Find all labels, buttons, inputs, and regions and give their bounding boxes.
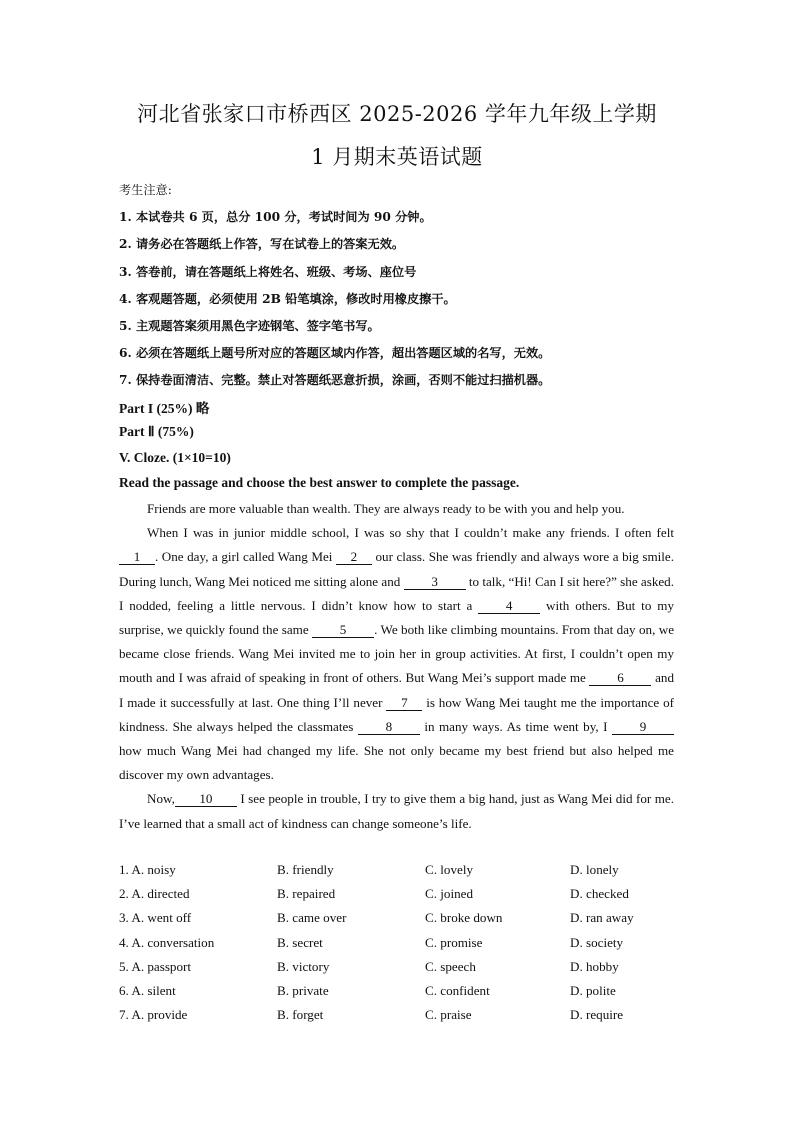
option-d: D. require [570, 1007, 624, 1023]
option-d: D. hobby [570, 958, 619, 974]
option-row [119, 860, 679, 884]
option-b: B. friendly [277, 862, 334, 877]
option-b: B. private [277, 982, 329, 998]
option-a: 1. A. noisy [119, 862, 176, 877]
option-d: D. checked [570, 886, 629, 902]
option-d: D. society [570, 934, 624, 950]
exam-title: 河北省张家口市桥西区 2025-2026 学年九年级上学期 [137, 102, 657, 126]
option-d: D. ran away [570, 910, 634, 926]
blank-4: 4 [478, 599, 540, 614]
option-row [119, 981, 679, 1005]
part1-heading: Part I (25%) 略 [119, 401, 210, 416]
blank-3: 3 [404, 575, 466, 590]
cloze-passage [119, 497, 674, 836]
exam-notes [119, 180, 679, 398]
option-d: D. polite [570, 982, 616, 998]
passage-paragraph-2: When I was in junior middle school, I was so shy that I couldn’t make any friends. I often felt 1 . One day, a girl called Wang Mei 2 our class. She was friendly and always wore a big smile. During lunch, Wang Mei noticed me sitting alone and 3 to talk, “Hi! Can I sit here?” she asked. I nodded, feeling a little nervous. I didn’t know how to start a 4 with others. But to my surprise, we quickly found the same 5 . We both like climbing mountains. From that day on, we became close friends. Wang Mei invited me to join her in group activities. At first, I couldn’t open my mouth and I was afraid of speaking in front of others. But Wang Mei’s support made me 6 and I made it successfully at last. One thing I’ll never 7 is how Wang Mei taught me the importance of kindness. She always helped the classmates 8 in many ways. As time went by, I 9 how much Wang Mei had changed my life. She not only became my best friend but also helped me discover my own advantages. [119, 525, 675, 783]
option-row [119, 957, 679, 981]
option-a: 6. A. silent [119, 982, 176, 998]
option-b: B. came over [277, 910, 347, 926]
blank-5: 5 [312, 623, 374, 638]
cloze-heading: V. Cloze. (1×10=10) [119, 450, 231, 465]
option-row [119, 908, 679, 932]
cloze-instruction: Read the passage and choose the best answer to complete the passage. [119, 475, 520, 490]
note-item: 5. 主观题答案须用黑色字迹钢笔、签字笔书写。 [119, 318, 380, 333]
option-b: B. secret [277, 934, 323, 950]
blank-1: 1 [119, 550, 155, 565]
exam-subtitle: 1 月期末英语试题 [311, 145, 483, 169]
passage-paragraph-1: Friends are more valuable than wealth. They are always ready to be with you and help you. [147, 501, 625, 516]
answer-options [119, 860, 679, 1029]
blank-10: 10 [175, 792, 237, 807]
option-b: B. victory [277, 958, 330, 974]
note-item: 6. 必须在答题纸上题号所对应的答题区域内作答，超出答题区域的名写，无效。 [119, 346, 551, 361]
passage-paragraph-3: Now, 10 I see people in trouble, I try to give them a big hand, just as Wang Mei did for me. I’ve learned that a small act of kindness can change someone’s life. [119, 791, 674, 831]
option-c: C. joined [425, 886, 474, 902]
option-row [119, 933, 679, 957]
blank-9: 9 [612, 720, 674, 735]
option-row [119, 1005, 679, 1029]
option-c: C. praise [425, 1007, 472, 1023]
option-a: 5. A. passport [119, 958, 192, 974]
note-item: 1. 本试卷共 6 页，总分 100 分，考试时间为 90 分钟。 [119, 210, 432, 225]
blank-6: 6 [589, 671, 651, 686]
blank-8: 8 [358, 720, 420, 735]
note-item: 3. 答卷前，请在答题纸上将姓名、班级、考场、座位号 [119, 264, 417, 279]
blank-2: 2 [336, 550, 372, 565]
option-row [119, 884, 679, 908]
blank-7: 7 [386, 696, 422, 711]
option-c: C. speech [425, 958, 476, 974]
option-a: 3. A. went off [119, 910, 192, 926]
option-a: 7. A. provide [119, 1007, 188, 1023]
option-c: C. broke down [425, 910, 503, 926]
option-c: C. lovely [425, 862, 474, 877]
option-a: 4. A. conversation [119, 934, 215, 950]
option-c: C. promise [425, 934, 483, 950]
option-b: B. repaired [277, 886, 336, 902]
option-b: B. forget [277, 1007, 324, 1023]
notes-heading: 考生注意: [119, 183, 172, 197]
note-item: 4. 客观题答题，必须使用 2B 铅笔填涂，修改时用橡皮擦干。 [119, 291, 456, 306]
part2-heading: Part Ⅱ (75%) [119, 424, 194, 439]
option-d: D. lonely [570, 862, 619, 877]
note-item: 7. 保持卷面清洁、完整。禁止对答题纸恶意折损，涂画，否则不能过扫描机器。 [119, 373, 551, 388]
note-item: 2. 请务必在答题纸上作答，写在试卷上的答案无效。 [119, 237, 405, 252]
option-c: C. confident [425, 982, 490, 998]
option-a: 2. A. directed [119, 886, 190, 902]
